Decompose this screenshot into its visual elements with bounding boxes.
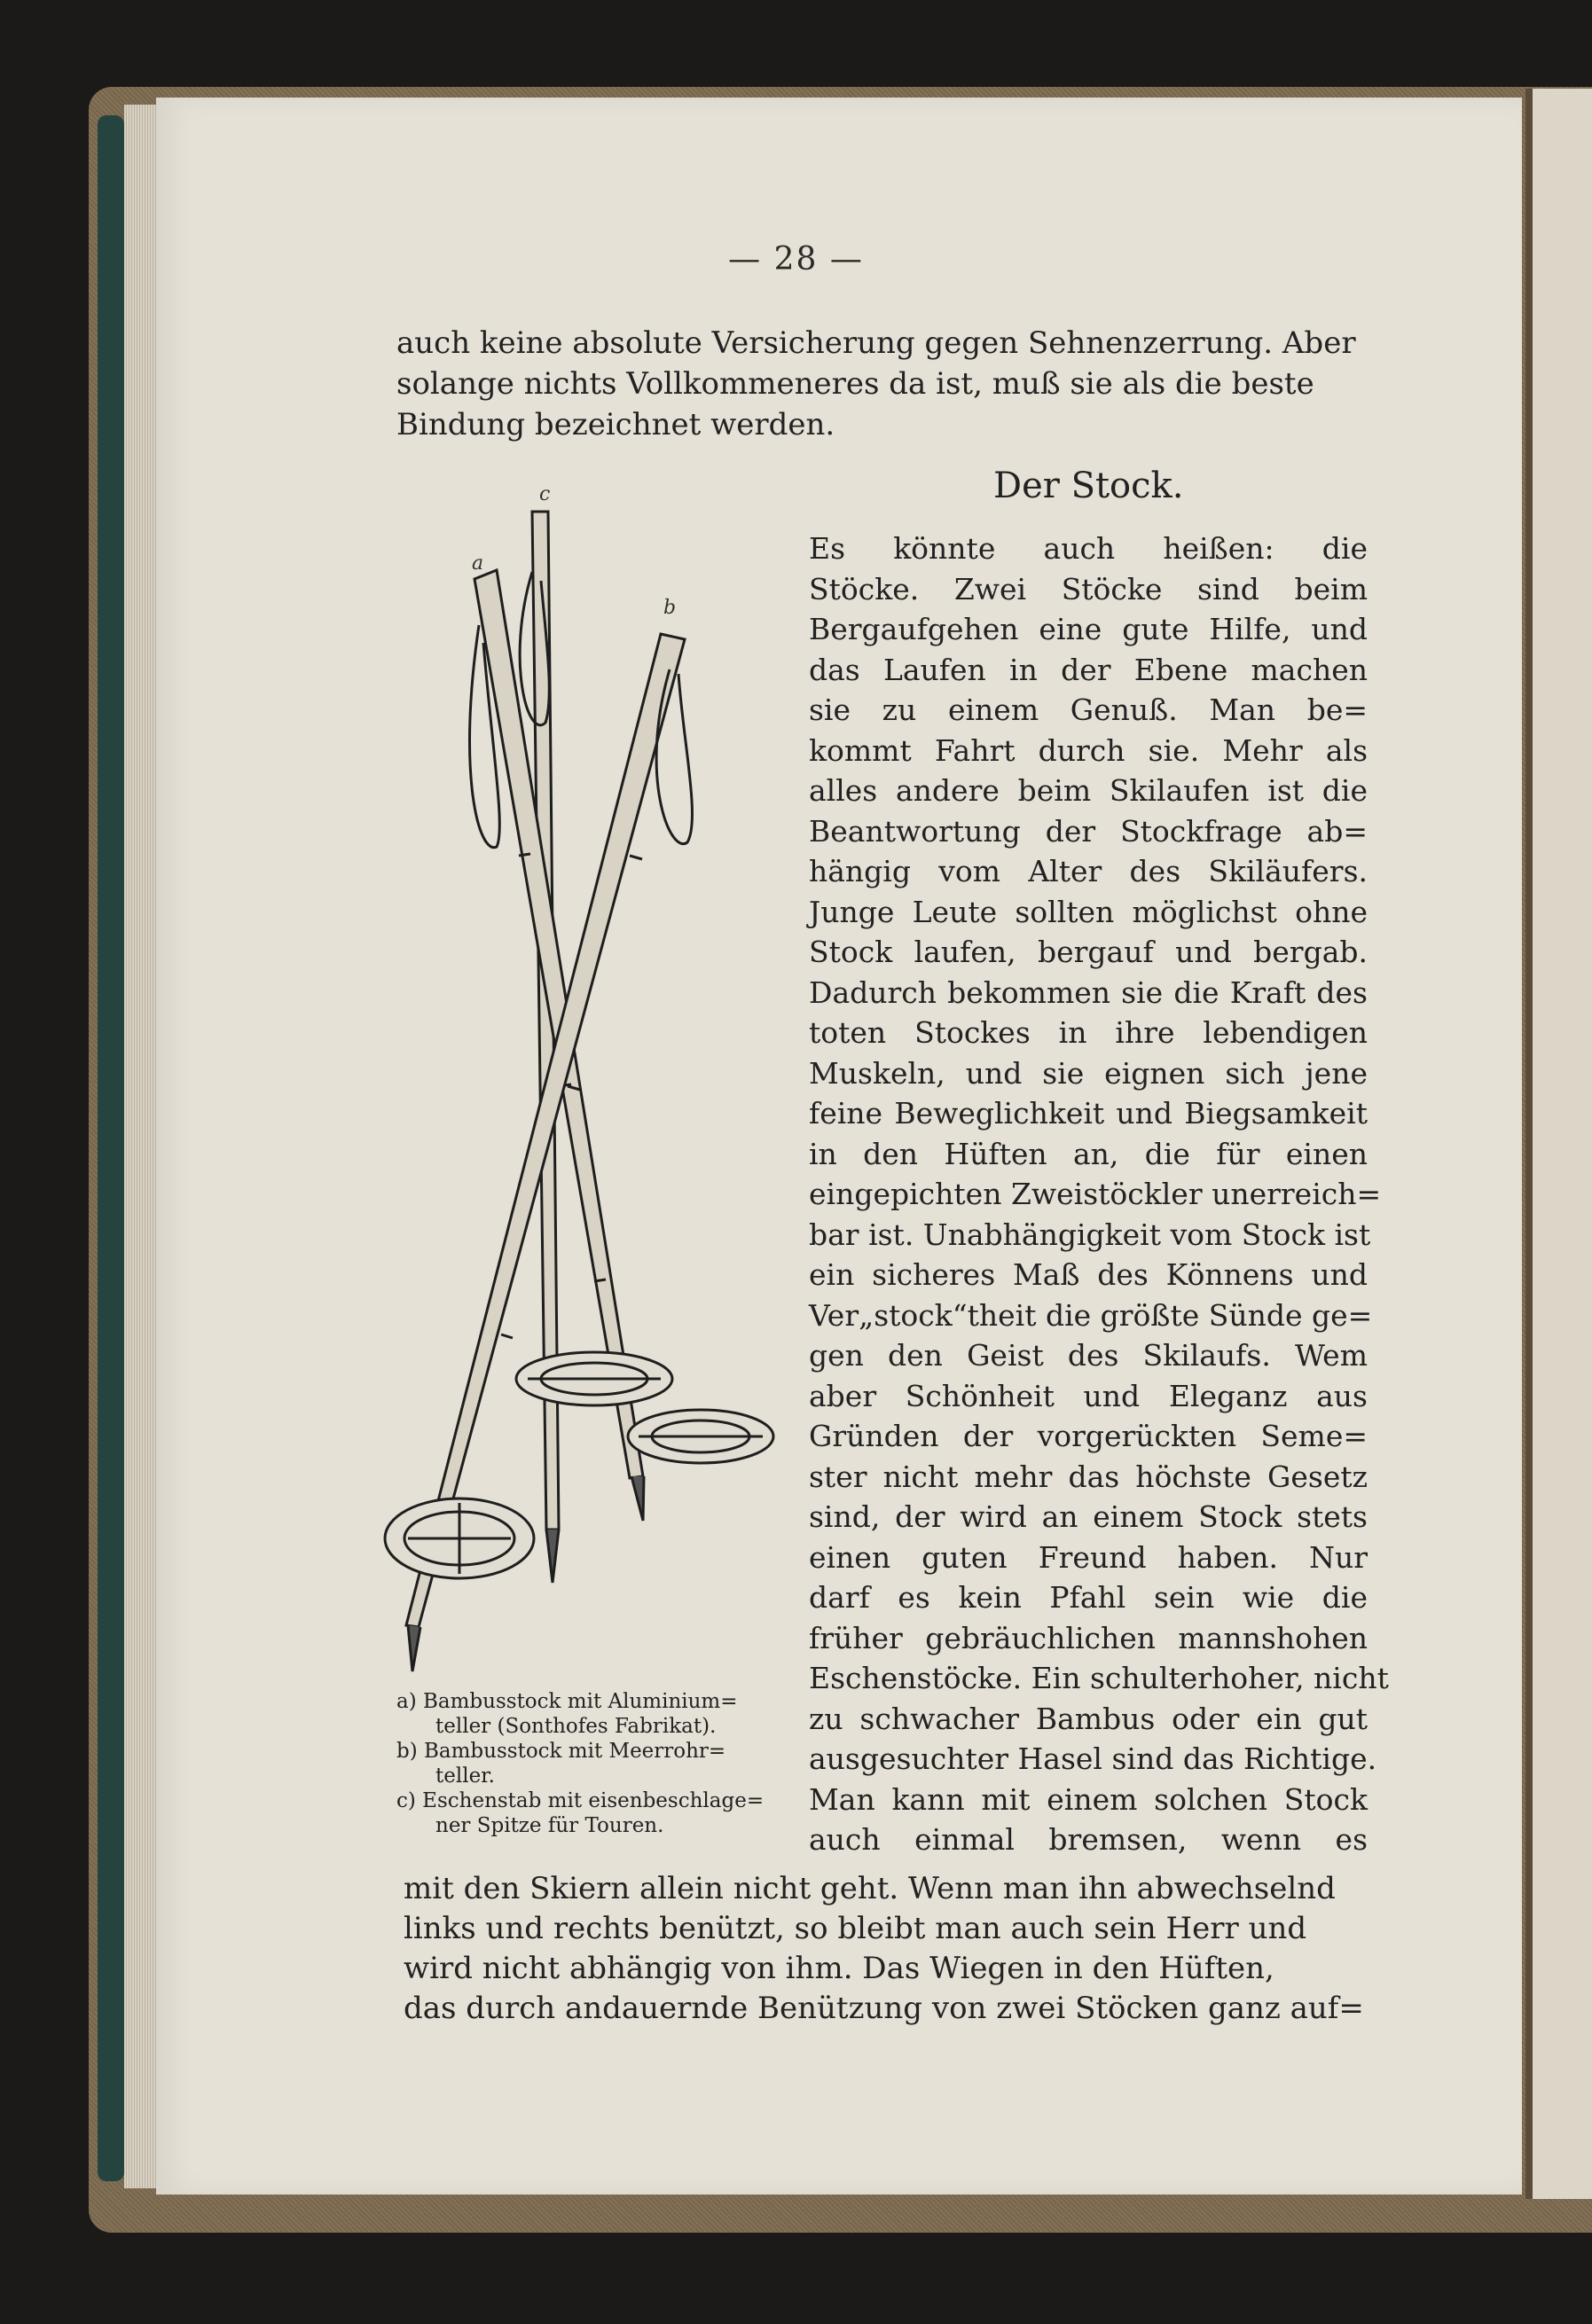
text-line: alles andere beim Skilaufen ist die	[809, 773, 1368, 808]
text-line: mit den Skiern allein nicht geht. Wenn man ihn abwechselnd	[404, 1871, 1336, 1906]
caption-line: teller (Sonthofes Fabrikat).	[435, 1715, 717, 1738]
text-line: kommt Fahrt durch sie. Mehr als	[809, 732, 1368, 768]
caption-line: c) Eschenstab mit eisenbeschlage=	[396, 1789, 765, 1812]
text-line: darf es kein Pfahl sein wie die	[809, 1580, 1368, 1615]
text-line: zu schwacher Bambus oder ein gut	[809, 1701, 1368, 1736]
text-line: früher gebräuchlichen mannshohen	[809, 1620, 1368, 1655]
caption-line: a) Bambusstock mit Aluminium=	[396, 1690, 738, 1713]
section-heading: Der Stock.	[993, 466, 1184, 506]
text-line: Gründen der vorgerückten Seme=	[809, 1419, 1368, 1453]
text-line: Eschenstöcke. Ein schulterhoher, nicht	[809, 1661, 1389, 1695]
text-line: sind, der wird an einem Stock stets	[809, 1499, 1368, 1534]
right-page-edge	[1525, 89, 1592, 2199]
text-line: feine Beweglichkeit und Biegsamkeit	[809, 1096, 1368, 1131]
text-line: ein sicheres Maß des Könnens und	[809, 1257, 1368, 1292]
page-edges	[124, 105, 160, 2188]
text-line: auch einmal bremsen, wenn es	[809, 1822, 1368, 1857]
text-line: in den Hüften an, die für einen	[809, 1136, 1368, 1171]
figure-label-c: c	[539, 483, 551, 505]
text-line: eingepichten Zweistöckler unerreich=	[809, 1177, 1382, 1211]
text-line: solange nichts Vollkommeneres da ist, muß sie als die beste	[396, 366, 1314, 402]
text-line: aber Schönheit und Eleganz aus	[809, 1378, 1368, 1413]
text-line: Beantwortung der Stockfrage ab=	[809, 813, 1368, 849]
text-line: Man kann mit einem solchen Stock	[809, 1781, 1368, 1817]
text-line: auch keine absolute Versicherung gegen Sehnenzerrung. Aber	[396, 325, 1356, 361]
figure-label-a: a	[472, 552, 484, 575]
book-spine	[98, 115, 124, 2181]
text-column	[809, 528, 1389, 1860]
text-line: das Laufen in der Ebene machen	[809, 652, 1368, 687]
text-line: wird nicht abhängig von ihm. Das Wiegen in den Hüften,	[404, 1951, 1274, 1986]
text-line: einen guten Freund haben. Nur	[809, 1539, 1368, 1575]
caption-line: b) Bambusstock mit Meerrohr=	[396, 1740, 726, 1763]
text-line: Bergaufgehen eine gute Hilfe, und	[809, 612, 1368, 646]
figure-label-b: b	[663, 597, 677, 619]
text-line: Stock laufen, bergauf und bergab.	[809, 935, 1368, 969]
page-number: — 28 —	[728, 241, 864, 278]
text-line: Ver„stock“theit die größte Sünde ge=	[809, 1297, 1373, 1333]
text-line: hängig vom Alter des Skiläufers.	[809, 854, 1368, 888]
figure-caption	[396, 1689, 791, 1838]
text-line: das durch andauernde Benützung von zwei Stöcken ganz auf=	[404, 1991, 1364, 2026]
text-line: Junge Leute sollten möglichst ohne	[809, 894, 1368, 929]
text-line: Es könnte auch heißen: die	[809, 531, 1368, 566]
text-line: ster nicht mehr das höchste Gesetz	[809, 1459, 1368, 1494]
text-line: sie zu einem Genuß. Man be=	[809, 693, 1368, 727]
text-line: toten Stockes in ihre lebendigen	[809, 1015, 1368, 1050]
ski-poles-drawing	[373, 483, 789, 1676]
text-line: ausgesuchter Hasel sind das Richtige.	[809, 1741, 1377, 1776]
text-line: Stöcke. Zwei Stöcke sind beim	[809, 571, 1368, 606]
text-line: Dadurch bekommen sie die Kraft des	[809, 974, 1368, 1010]
caption-line: ner Spitze für Touren.	[435, 1814, 664, 1837]
ski-poles-illustration	[373, 483, 789, 1676]
text-line: Muskeln, und sie eignen sich jene	[809, 1055, 1368, 1091]
text-line: links und rechts benützt, so bleibt man auch sein Herr und	[404, 1911, 1307, 1946]
text-line: gen den Geist des Skilaufs. Wem	[809, 1338, 1368, 1373]
caption-line: teller.	[435, 1765, 495, 1788]
text-line: Bindung bezeichnet werden.	[396, 407, 835, 442]
text-line: bar ist. Unabhängigkeit vom Stock ist	[809, 1217, 1371, 1252]
